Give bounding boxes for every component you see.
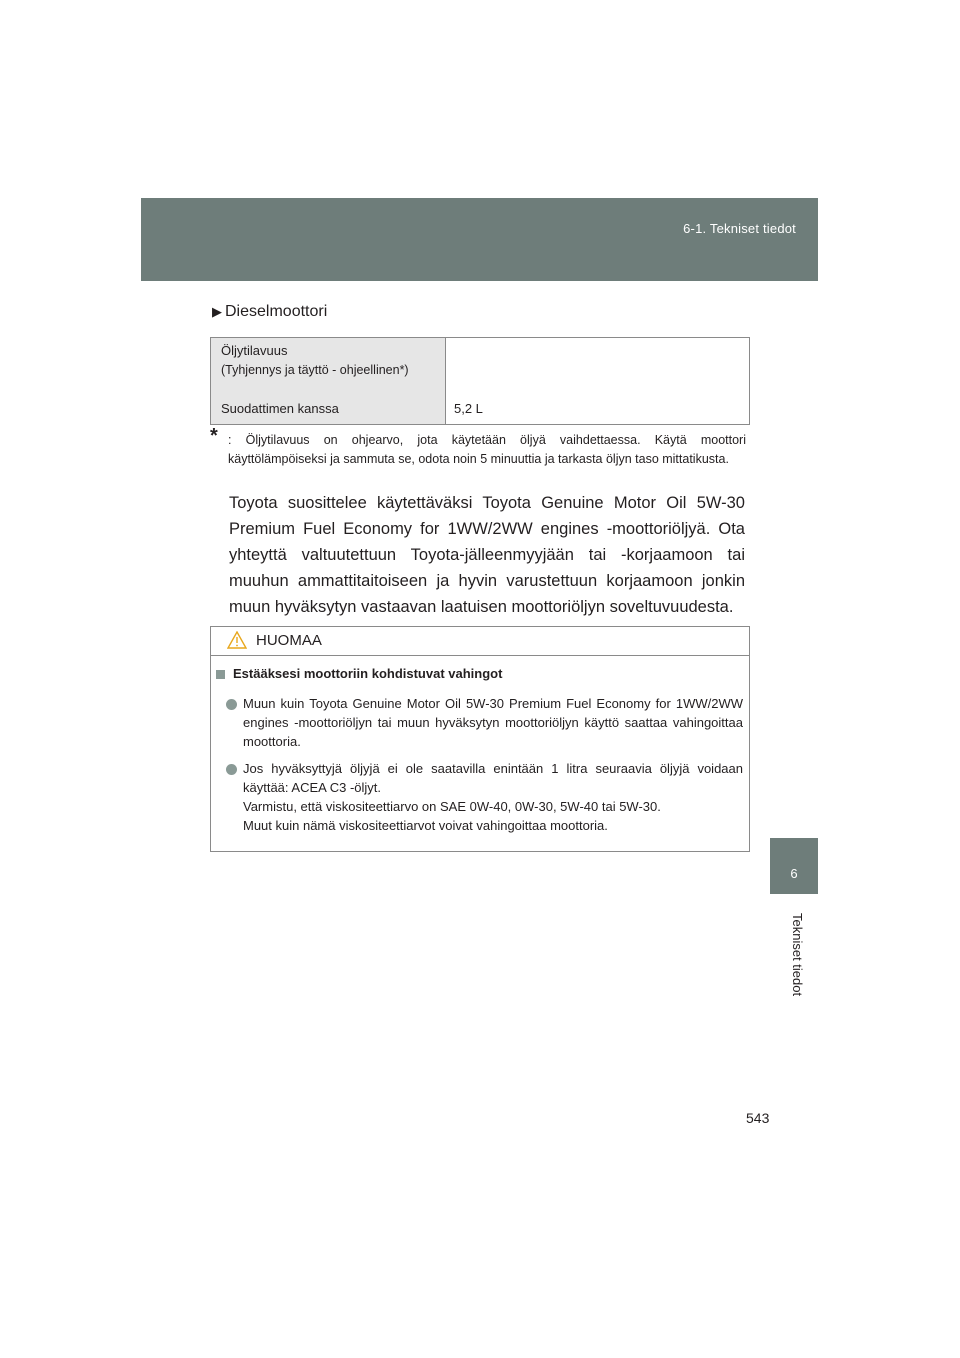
notice-bullet-2-line-1: Jos hyväksyttyjä öljyjä ei ole saatavilla enintään 1 litra seuraavia öljyjä voidaan käyttää: ACEA C3 -öljyt. (243, 761, 743, 795)
footnote (210, 425, 746, 469)
section-heading (212, 303, 327, 321)
notice-bullet-1: Muun kuin Toyota Genuine Motor Oil 5W-30 Premium Fuel Economy for 1WW/2WW engines -moottoriöljyn tai muun hyväksytyn moottoriöljyn käyttö saattaa vahingoittaa moottoria. (243, 696, 743, 749)
spec-label-subtitle: (Tyhjennys ja täyttö - ohjeellinen*) (221, 363, 409, 377)
footnote-mark: * (210, 425, 218, 447)
chapter-title: 6-1. Tekniset tiedot (683, 221, 796, 236)
warning-triangle-icon (227, 631, 247, 654)
chapter-side-label: Tekniset tiedot (790, 913, 805, 997)
notice-title: HUOMAA (256, 632, 322, 649)
spec-label-cell (211, 338, 446, 425)
notice-subheading: Estääksesi moottoriin kohdistuvat vahingot (233, 666, 503, 681)
triangle-marker-icon: ▶ (212, 304, 222, 319)
section-heading-text: Dieselmoottori (225, 303, 328, 320)
spec-label-row: Suodattimen kanssa (221, 401, 339, 416)
oil-capacity-table (210, 337, 750, 425)
footnote-text: : Öljytilavuus on ohjearvo, jota käytetään öljyä vaihdettaessa. Käytä moottori käyttölämpöiseksi ja sammuta se, odota noin 5 minuuttia ja tarkasta öljyn taso mittatikusta. (228, 433, 746, 466)
notice-bullet-2-line-3: Muut kuin nämä viskositeettiarvot voivat vahingoittaa moottoria. (243, 818, 608, 833)
notice-bullet-2 (243, 759, 743, 835)
spec-value-cell (446, 338, 750, 425)
square-bullet-icon (216, 670, 225, 679)
round-bullet-icon (226, 699, 237, 710)
chapter-side-tab (770, 838, 818, 894)
notice-header (211, 627, 749, 656)
notice-bullet-2-line-2: Varmistu, että viskositeettiarvo on SAE 0W-40, 0W-30, 5W-40 tai 5W-30. (243, 799, 661, 814)
chapter-number: 6 (790, 866, 798, 881)
notice-box (210, 626, 750, 852)
round-bullet-icon (226, 764, 237, 775)
chapter-header-band (141, 198, 818, 281)
page-number: 543 (746, 1110, 770, 1126)
recommendation-paragraph: Toyota suosittelee käytettäväksi Toyota Genuine Motor Oil 5W-30 Premium Fuel Economy for 1WW/2WW engines -moottoriöljyä. Ota yhteyttä valtuutettuun Toyota-jälleenmyyjään tai -korjaamoon tai muuhun ammattitaitoiseen ja hyvin varustettuun korjaamoon jonkin muun hyväksytyn vastaavan laatuisen moottoriöljyn soveltuvuudesta. (229, 494, 745, 616)
spec-value: 5,2 L (454, 401, 483, 416)
spec-label-title: Öljytilavuus (221, 343, 288, 358)
